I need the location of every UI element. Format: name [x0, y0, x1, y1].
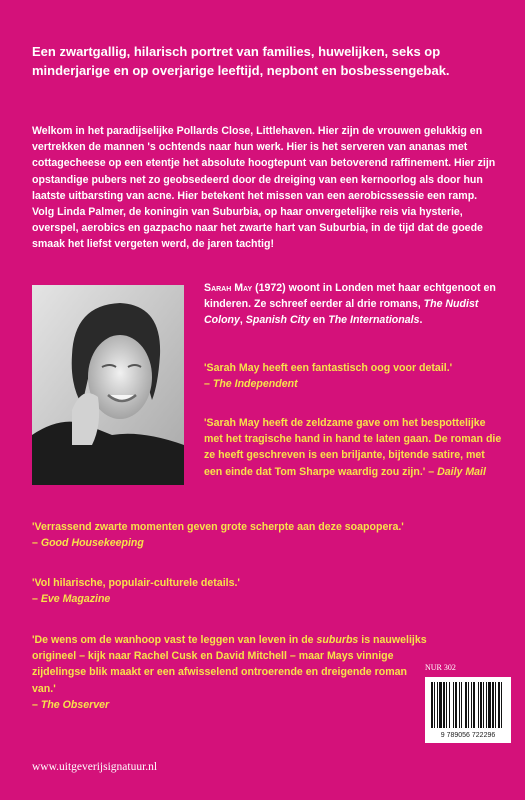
barcode-bar: [453, 682, 454, 728]
quote-source: The Observer: [40, 698, 110, 711]
blurb-paragraph-1: Welkom in het paradijselijke Pollards Close, Littlehaven. Hier zijn de vrouwen gelukkig en vertrekken de mannen 's ochtends naar hun werk. Hier is het serveren van ananas met cottagecheese op een etentje het absolute hoogtepunt van betoverend raffinement. Hier zijn opstandige pubers net zo geobsedeerd door de dreiging van een kernoorlog als door hun laatste uitbarsting van acne. Hier betekent het missen van een aerobicssessie een ramp.: [32, 125, 496, 202]
barcode-bar: [480, 682, 482, 728]
barcode-bar: [434, 682, 435, 728]
barcode: [425, 677, 511, 743]
review-quote: [32, 632, 430, 713]
barcode-bar: [501, 682, 502, 728]
quote-dash: –: [204, 378, 213, 391]
author-photo: [32, 285, 184, 485]
quote-italic: suburbs: [316, 634, 359, 646]
barcode-bar: [473, 682, 475, 728]
review-quote: [32, 519, 502, 551]
separator: en: [309, 314, 329, 327]
barcode-bar: [446, 682, 447, 728]
barcode-bar: [461, 682, 462, 728]
barcode-number: 9 789056 722296: [440, 732, 496, 739]
separator: ,: [239, 314, 246, 327]
barcode-bar: [443, 682, 445, 728]
quote-source: Daily Mail: [437, 465, 486, 478]
barcode-bar: [465, 682, 467, 728]
quote-text: 'Verrassend zwarte momenten geven grote scherpte aan deze soapopera.': [32, 521, 404, 533]
barcode-bar: [439, 682, 442, 728]
quote-dash: –: [32, 537, 41, 550]
barcode-bar: [495, 682, 496, 728]
blurb: [32, 123, 510, 253]
quote-source: The Independent: [212, 378, 298, 391]
book-title-1: The Nudist Colony: [204, 298, 479, 327]
quote-text: 'Sarah May heeft een fantastisch oog voor detail.': [204, 362, 453, 374]
blurb-paragraph-2: Volg Linda Palmer, de koningin van Suburbia, op haar onvergetelijke reis via hysterie, overspel, aerobics en gazpacho naar het zwarte hart van Suburbia, in de tijd dat de goede smaak het liefst vergeten werd, de jaren tachtig!: [32, 206, 483, 251]
author-portrait-image: [32, 285, 184, 485]
barcode-bar: [488, 682, 491, 728]
barcode-bar: [478, 682, 479, 728]
author-bio: [204, 280, 504, 329]
barcode-bar: [449, 682, 450, 728]
barcode-bar: [468, 682, 469, 728]
nur-code: NUR 302: [425, 663, 456, 672]
tagline: Een zwartgallig, hilarisch portret van families, huwelijken, seks op minderjarige en op overjarige leeftijd, nepbont en bosbessengebak.: [32, 44, 450, 78]
book-title-3: The Internationals: [328, 314, 420, 327]
barcode-bar: [486, 682, 487, 728]
publisher-website[interactable]: www.uitgeverijsignatuur.nl: [32, 761, 158, 773]
author-name: Sarah May: [204, 282, 253, 294]
quote-dash: –: [32, 698, 41, 711]
barcode-bar: [431, 682, 433, 728]
barcode-bar: [492, 682, 494, 728]
review-quote: [204, 360, 504, 392]
barcode-bar: [483, 682, 484, 728]
barcode-bar: [471, 682, 472, 728]
quote-source: Good Housekeeping: [40, 537, 144, 550]
quote-text: 'Sarah May heeft de zeldzame gave om het bespottelijke met het tragische hand in hand te laten gaan. De roman die ze heeft geschreven is een briljante, bijtende satire, met een einde dat Tom Sharpe waardig zou zijn.' –: [204, 417, 502, 478]
quote-text: 'Vol hilarische, populair-culturele details.': [32, 577, 240, 589]
quote-dash: –: [32, 593, 41, 606]
author-bio-text: (1972) woont in Londen met haar echtgenoot en kinderen. Ze schreef eerder al drie romans,: [204, 282, 496, 311]
quote-text: is nauwelijks origineel – kijk naar Rachel Cusk en David Mitchell – maar Mays vinnige zijdelingse blik maakt er een afwisselend ontroerende en dreigende roman van.': [32, 634, 427, 695]
barcode-bar: [437, 682, 438, 728]
barcode-bar: [455, 682, 457, 728]
quote-text: 'De wens om de wanhoop vast te leggen van leven in de: [32, 634, 317, 646]
book-title-2: Spanish City: [245, 314, 310, 327]
quote-source: Eve Magazine: [40, 593, 111, 606]
review-quote: [204, 415, 504, 480]
barcode-bar: [498, 682, 500, 728]
bio-end: .: [419, 314, 423, 327]
review-quote: [32, 575, 502, 607]
barcode-bars: [425, 677, 511, 733]
barcode-bar: [459, 682, 460, 728]
